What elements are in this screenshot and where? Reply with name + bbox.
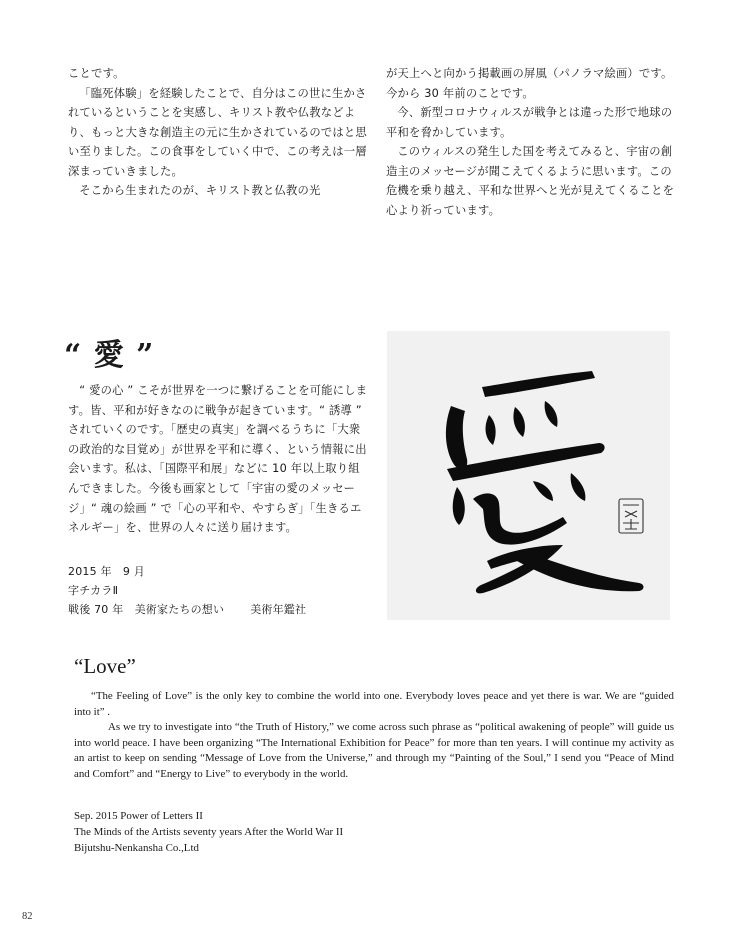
english-title: “Love” bbox=[74, 654, 136, 678]
paragraph: そこから生まれたのが、キリスト教と仏教の光 bbox=[79, 184, 321, 197]
paragraph: “The Feeling of Love” is the only key to combine the world into one. Everybody loves peace and yet there is war. We are “guided into it” . bbox=[74, 690, 674, 718]
calligraphy-artwork bbox=[387, 331, 670, 620]
credit-publisher: 美術年鑑社 bbox=[250, 603, 307, 616]
credit-book: 字チカラⅡ bbox=[68, 584, 119, 597]
love-heading: “ 愛 ” bbox=[64, 338, 155, 373]
japanese-credits bbox=[68, 562, 388, 619]
paragraph: このウィルスの発生した国を考えてみると、宇宙の創造主のメッセージが聞こえてくるように思います。この危機を乗り越え、平和な世界へと光が見えてくることを心より祈っています。 bbox=[386, 145, 675, 217]
credit-line: Bijutshu-Nenkansha Co.,Ltd bbox=[74, 842, 199, 854]
paragraph: As we try to investigate into “the Truth of History,” we come across such phrase as “political awakening of people” will guide us into world peace. I have been organizing “The International Exhibition for Peace” for more than ten years. I will continue my activity as an artist to keep on sending “Message of Love from the Universe,” and through my “Painting of the Soul,” I send you “Peace of Mind and Comfort” and “Energy to Live” to everybody in the world. bbox=[74, 721, 674, 780]
credit-line: Sep. 2015 Power of Letters II bbox=[74, 810, 203, 822]
paragraph: 「臨死体験」を経験したことで、自分はこの世に生かされているということを実感し、キリスト教や仏教などより、もっと大きな創造主の元に生かされているのではと思い至りました。この食事をしていく中で、この考えは一層深まっていきました。 bbox=[68, 86, 367, 178]
english-credits bbox=[74, 808, 343, 856]
japanese-column-left bbox=[68, 64, 368, 201]
credit-publisher-line bbox=[68, 600, 388, 619]
credit-date: 2015 年 9 月 bbox=[68, 565, 145, 578]
love-body-japanese bbox=[68, 381, 370, 538]
english-body bbox=[74, 689, 674, 782]
paragraph: ことです。 bbox=[68, 67, 125, 80]
page-number: 82 bbox=[22, 911, 33, 922]
paragraph: 今、新型コロナウィルスが戦争とは違った形で地球の平和を脅かしています。 bbox=[386, 106, 673, 139]
paragraph: が天上へと向かう掲載画の屏風（パノラマ絵画）です。今から 30 年前のことです。 bbox=[386, 67, 673, 100]
credit-subtitle: 戦後 70 年 美術家たちの想い bbox=[68, 603, 225, 616]
japanese-column-right bbox=[386, 64, 681, 220]
credit-line: The Minds of the Artists seventy years After the World War II bbox=[74, 826, 344, 838]
calligraphy-image bbox=[387, 331, 670, 620]
paragraph: “ 愛の心 ” こそが世界を一つに繋げることを可能にします。皆、平和が好きなのに戦争が起きています。“ 誘導 ” されていくのです。「歴史の真実」を調べるうちに「大衆の政治的な目覚め」が世界を平和に導く、という情報に出会います。私は、「国際平和展」などに 10 年以上取り組んできました。今後も画家として「宇宙の愛のメッセージ」“ 魂の絵画 ” で「心の平和や、やすらぎ」「生きるエネルギー」を、世界の人々に送り届けます。 bbox=[68, 384, 368, 535]
